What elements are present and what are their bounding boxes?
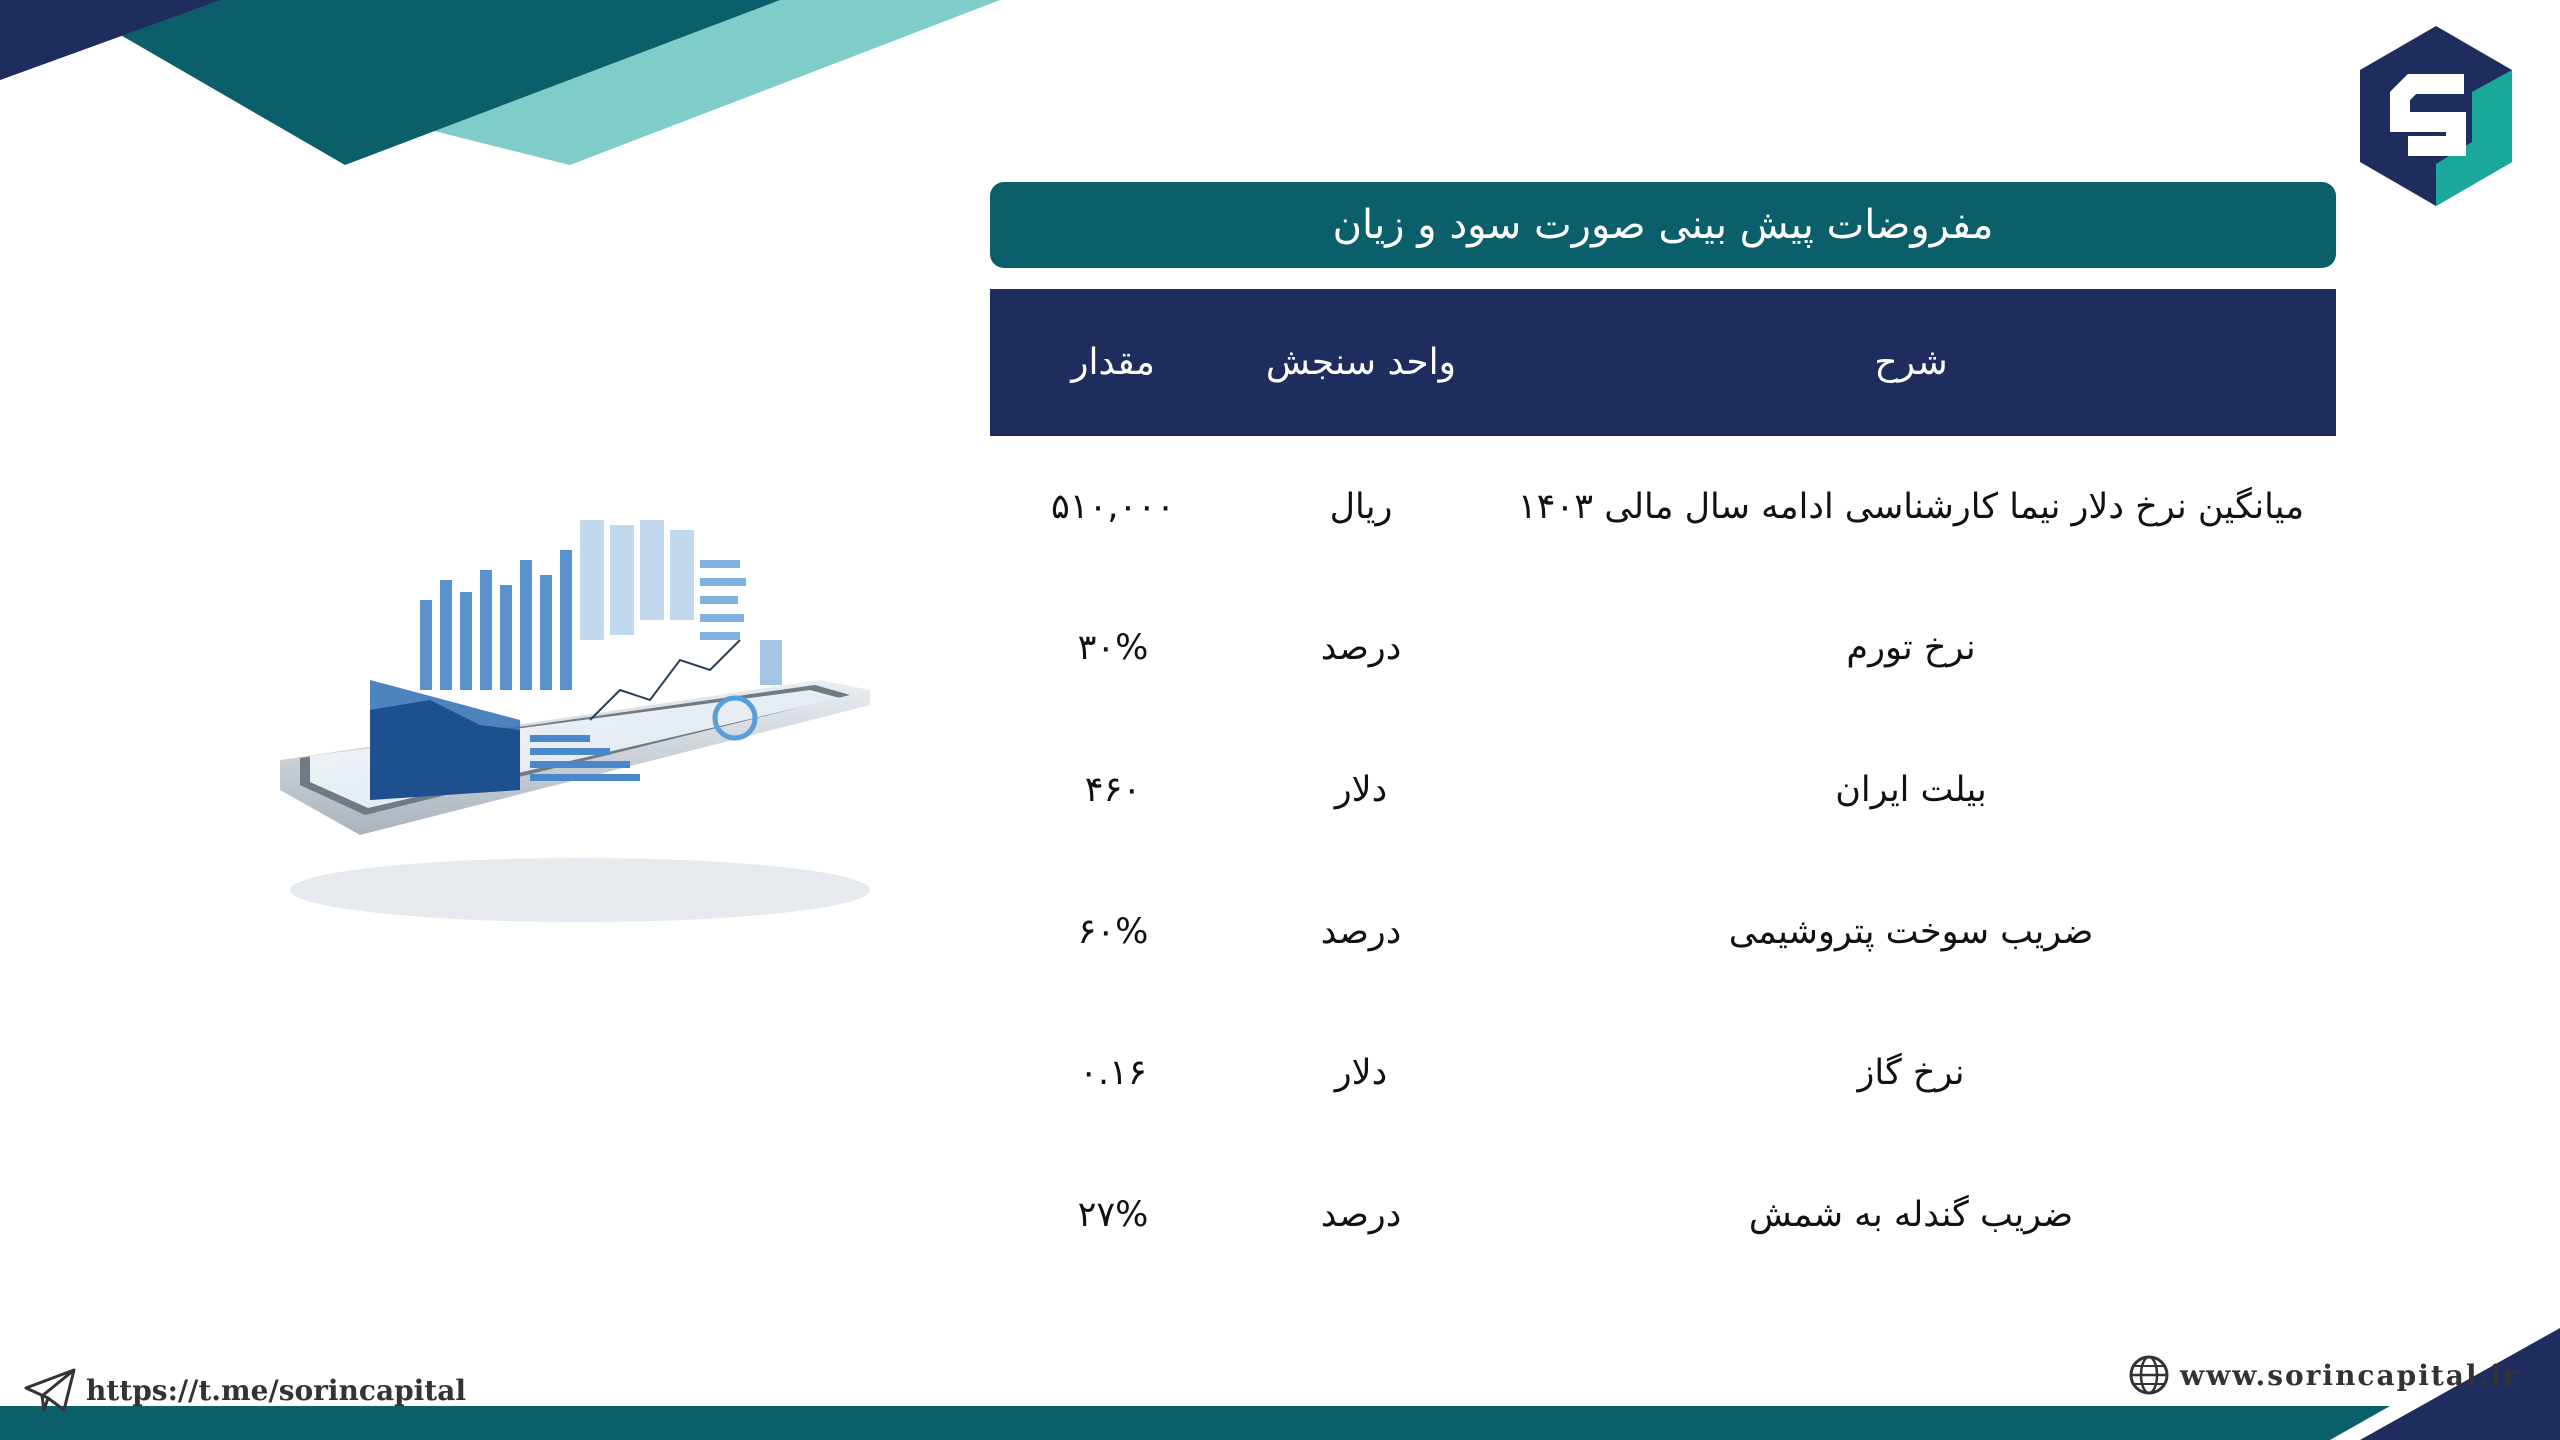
website-url[interactable]: www.sorincapital.ir [2180,1358,2520,1392]
table-row [990,1144,2336,1286]
globe-icon [2128,1354,2170,1396]
row-unit: درصد [1320,1194,1402,1235]
row-description: نرخ گاز [1857,1053,1965,1094]
telegram-url[interactable]: https://t.me/sorincapital [86,1373,467,1407]
row-description: نرخ تورم [1846,628,1976,669]
header-unit: واحد سنجش [1265,342,1457,383]
top-left-decoration [0,0,1000,170]
table-row [990,436,2336,578]
table-row [990,1002,2336,1144]
row-value: ۵۱۰,۰۰۰ [1051,486,1175,527]
row-value: ۰.۱۶ [1079,1053,1147,1094]
row-description: بیلت ایران [1835,769,1987,810]
row-description: ضریب سوخت پتروشیمی [1728,911,2094,952]
row-unit: درصد [1320,911,1402,952]
telegram-link[interactable] [24,1368,466,1412]
row-unit: درصد [1320,628,1402,669]
row-unit: ریال [1329,486,1393,527]
table-row [990,719,2336,861]
table-header [990,289,2336,436]
assumptions-table [990,289,2336,1286]
sorin-capital-logo [2352,22,2520,210]
slide-title [990,182,2336,268]
tablet-chart-illustration [260,500,880,930]
header-value: مقدار [1071,342,1155,383]
paper-plane-icon [24,1368,76,1412]
row-unit: دلار [1334,1053,1388,1094]
header-description: شرح [1874,342,1948,383]
row-unit: دلار [1334,769,1388,810]
slide-title-text: مفروضات پیش بینی صورت سود و زیان [1332,202,1994,248]
table-row [990,861,2336,1003]
row-description: میانگین نرخ دلار نیما کارشناسی ادامه سال مالی ۱۴۰۳ [1517,486,2305,527]
row-description: ضریب گندله به شمش [1748,1194,2074,1235]
row-value: ۴۶۰ [1084,769,1142,810]
website-link[interactable] [2128,1354,2520,1396]
row-value: ۲۷% [1077,1194,1149,1235]
row-value: ۶۰% [1077,911,1149,952]
row-value: ۳۰% [1077,628,1149,669]
table-row [990,578,2336,720]
